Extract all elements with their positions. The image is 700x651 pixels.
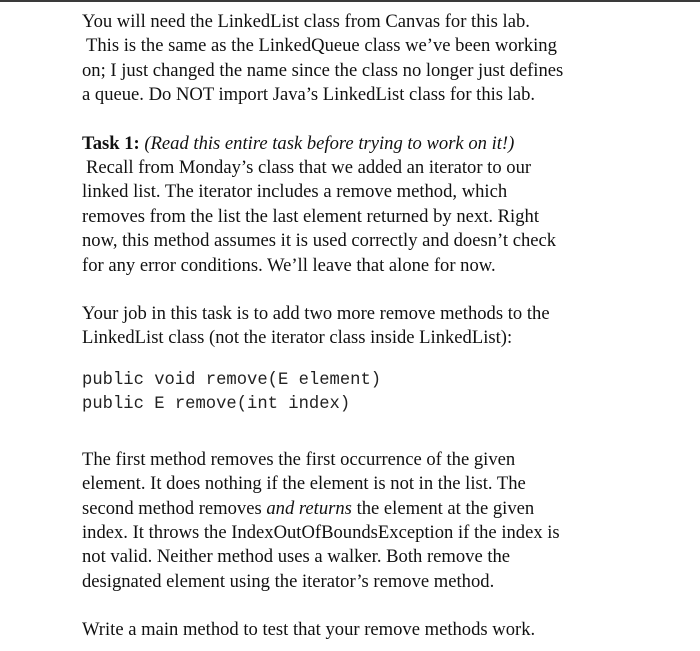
job-line: LinkedList class (not the iterator class inside LinkedList): <box>82 327 513 349</box>
closing-line: Write a main method to test that your remove methods work. <box>82 619 536 641</box>
methods-text: second method removes <box>82 497 267 519</box>
methods-line: element. It does nothing if the element is not in the list. The <box>82 473 526 495</box>
document-body <box>82 10 682 643</box>
methods-line: index. It throws the IndexOutOfBoundsException if the index is <box>82 521 560 543</box>
intro-line: This is the same as the LinkedQueue class we’ve been working <box>86 35 557 57</box>
job-paragraph <box>82 302 682 351</box>
code-line-remove-element: public void remove(E element) <box>82 370 382 390</box>
methods-paragraph <box>82 448 682 594</box>
task1-heading-line <box>82 132 682 156</box>
methods-line: designated element using the iterator’s remove method. <box>82 570 495 592</box>
code-line-remove-index: public E remove(int index) <box>82 395 351 415</box>
intro-line: You will need the LinkedList class from Canvas for this lab. <box>82 11 530 32</box>
intro-paragraph <box>82 10 682 108</box>
task1-heading-note: (Read this entire task before trying to work on it!) <box>144 132 515 154</box>
task1-line: removes from the list the last element returned by next. Right <box>82 205 539 227</box>
task1-line: for any error conditions. We’ll leave that alone for now. <box>82 254 496 276</box>
emphasis-and-returns: and returns <box>266 497 352 519</box>
top-border <box>0 0 700 2</box>
methods-line <box>82 497 682 521</box>
methods-line: not valid. Neither method uses a walker. Both remove the <box>82 546 511 568</box>
methods-line: The first method removes the first occurrence of the given <box>82 448 516 470</box>
methods-text: the element at the given <box>351 497 535 519</box>
task1-heading: Task 1: <box>82 132 140 154</box>
intro-line: on; I just changed the name since the class no longer just defines <box>82 59 564 81</box>
task1-line: now, this method assumes it is used correctly and doesn’t check <box>82 230 557 252</box>
task1-paragraph <box>82 132 682 278</box>
code-block <box>82 369 682 418</box>
task1-line: Recall from Monday’s class that we added an iterator to our <box>86 157 532 179</box>
job-line: Your job in this task is to add two more remove methods to the <box>82 303 550 325</box>
closing-paragraph <box>82 618 682 642</box>
intro-line: a queue. Do NOT import Java’s LinkedList class for this lab. <box>82 84 536 106</box>
task1-line: linked list. The iterator includes a remove method, which <box>82 181 508 203</box>
